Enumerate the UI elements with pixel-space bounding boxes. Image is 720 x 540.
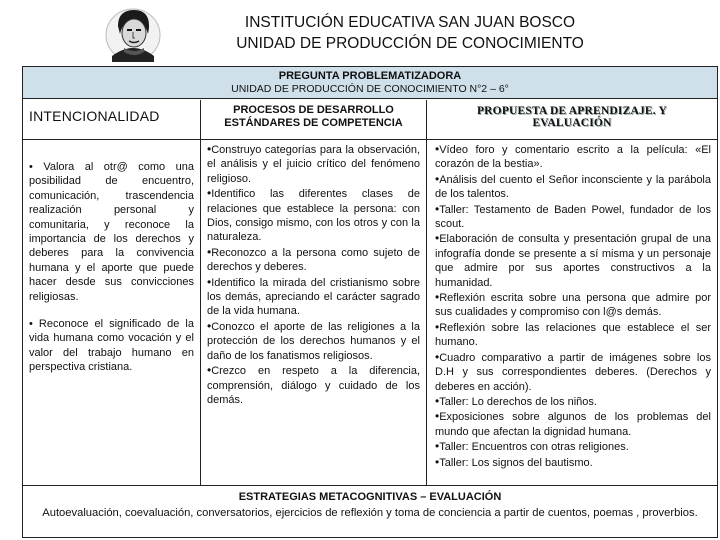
list-item-text: Taller: Encuentros con otras religiones. <box>439 441 629 454</box>
procesos-header <box>201 100 427 140</box>
list-item <box>435 202 711 232</box>
list-item-text: Construyo categorías para la observación, el análisis y el juicio crítico del fenómeno religioso. <box>207 144 420 185</box>
list-item <box>435 439 711 454</box>
bullet-icon: • <box>207 274 212 289</box>
procesos-heading-line2: ESTÁNDARES DE COMPETENCIA <box>224 117 403 129</box>
bullet-icon: • <box>435 142 440 156</box>
list-item <box>435 394 711 409</box>
list-item-text: Reflexión sobre las relaciones que establece el ser humano. <box>435 321 711 349</box>
list-item-text: Vídeo foro y comentario escrito a la película: «El corazón de la bestia». <box>435 144 711 171</box>
list-item <box>435 142 711 172</box>
curriculum-table <box>22 66 718 538</box>
unit-number-label: UNIDAD DE PRODUCCIÓN DE CONOCIMIENTO N°2 – 6° <box>231 83 509 95</box>
list-item <box>435 172 711 202</box>
list-item <box>435 455 711 470</box>
bullet-icon: • <box>435 201 440 216</box>
bullet-icon: • <box>435 349 440 364</box>
bullet-icon: • <box>435 409 440 424</box>
list-item-text: Taller: Testamento de Baden Powel, fundador de los scout. <box>435 203 711 231</box>
intencionalidad-paragraph: • Valora al otr@ como una posibilidad de encuentro, comunicación, trascendencia realización personal y comunitaria, y reconoce la importancia de los derechos y deberes para la convivencia humana y el aporte que puede hacer desde sus convicciones religiosas. <box>29 161 194 303</box>
bullet-icon: • <box>435 290 440 305</box>
propuesta-heading-line2: EVALUACIÓN <box>532 117 612 129</box>
list-item <box>207 186 420 245</box>
metacognitive-strategies-band <box>23 487 717 537</box>
bullet-icon: • <box>207 186 212 201</box>
procesos-column <box>201 140 427 486</box>
list-item <box>435 290 711 320</box>
list-item <box>435 320 711 350</box>
strategies-title: ESTRATEGIAS METACOGNITIVAS – EVALUACIÓN <box>238 491 502 503</box>
intencionalidad-header <box>23 100 201 140</box>
bullet-icon: • <box>435 439 440 454</box>
document-header <box>0 0 720 66</box>
list-item <box>435 409 711 439</box>
institution-title: INSTITUCIÓN EDUCATIVA SAN JUAN BOSCO <box>244 14 576 31</box>
bullet-icon: • <box>435 454 440 469</box>
list-item-text: Taller: Los signos del bautismo. <box>439 456 593 469</box>
list-item-text: Identifico las diferentes clases de relaciones que establece la persona: con Dios, consigo mismo, con los otros y con la naturaleza. <box>207 188 420 244</box>
list-item-text: Análisis del cuento el Señor inconsciente y la parábola de los talentos. <box>435 173 711 201</box>
list-item-text: Taller: Lo derechos de los niños. <box>439 395 597 408</box>
guiding-question-band <box>23 67 717 99</box>
list-item <box>207 245 420 275</box>
list-item-text: Elaboración de consulta y presentación grupal de una infografía donde se presente a sí misma y un personaje que admire por sus aportes constructivos a la humanidad. <box>435 233 711 289</box>
propuesta-heading-line1: PROPUESTA DE APRENDIZAJE. Y <box>476 105 668 117</box>
procesos-heading-line1: PROCESOS DE DESARROLLO <box>233 104 394 116</box>
bullet-icon: • <box>435 231 440 246</box>
list-item <box>207 363 420 407</box>
bullet-icon: • <box>207 318 212 333</box>
portrait-icon <box>104 4 162 62</box>
list-item-text: Conozco el aporte de las religiones a la protección de los derechos humanos y el daño de los fanatismos religiosos. <box>207 320 420 362</box>
bullet-icon: • <box>207 363 212 378</box>
bullet-icon: • <box>207 142 212 156</box>
document-titles <box>170 12 650 54</box>
list-item <box>207 319 420 363</box>
guiding-question-label: PREGUNTA PROBLEMATIZADORA <box>278 70 462 82</box>
intencionalidad-heading: INTENCIONALIDAD <box>29 108 160 124</box>
list-item <box>435 350 711 394</box>
propuesta-column <box>427 140 717 486</box>
list-item-text: Exposiciones sobre algunos de los problemas del mundo que afectan la dignidad humana. <box>435 411 711 438</box>
bullet-icon: • <box>435 393 440 408</box>
list-item <box>435 231 711 290</box>
list-item <box>207 142 420 186</box>
list-item <box>207 275 420 319</box>
intencionalidad-column <box>23 140 201 486</box>
bullet-icon: • <box>435 319 440 334</box>
strategies-description: Autoevaluación, coevaluación, conversatorios, ejercicios de reflexión y toma de conciencia a partir de cuentos, poemas , proverbios. <box>42 507 698 519</box>
intencionalidad-paragraph: • Reconoce el significado de la vida humana como vocación y el valor del trabajo humano en perspectiva cristiana. <box>29 318 194 374</box>
list-item-text: Cuadro comparativo a partir de imágenes sobre los D.H y sus correspondientes deberes. (Derechos y deberes en acción). <box>435 351 711 393</box>
list-item-text: Crezco en respeto a la diferencia, comprensión, diálogo y cuidado de los demás. <box>207 365 420 406</box>
list-item-text: Identifico la mirada del cristianismo sobre los demás, apreciando el carácter sagrado de la vida humana. <box>207 276 420 318</box>
bullet-icon: • <box>435 171 440 186</box>
bullet-icon: • <box>207 244 212 259</box>
propuesta-header <box>427 100 717 140</box>
list-item-text: Reconozco a la persona como sujeto de derechos y deberes. <box>207 246 420 274</box>
unit-title: UNIDAD DE PRODUCCIÓN DE CONOCIMIENTO <box>236 35 584 52</box>
list-item-text: Reflexión escrita sobre una persona que admire por sus cualidades y compromiso con l@s demás. <box>435 292 711 319</box>
